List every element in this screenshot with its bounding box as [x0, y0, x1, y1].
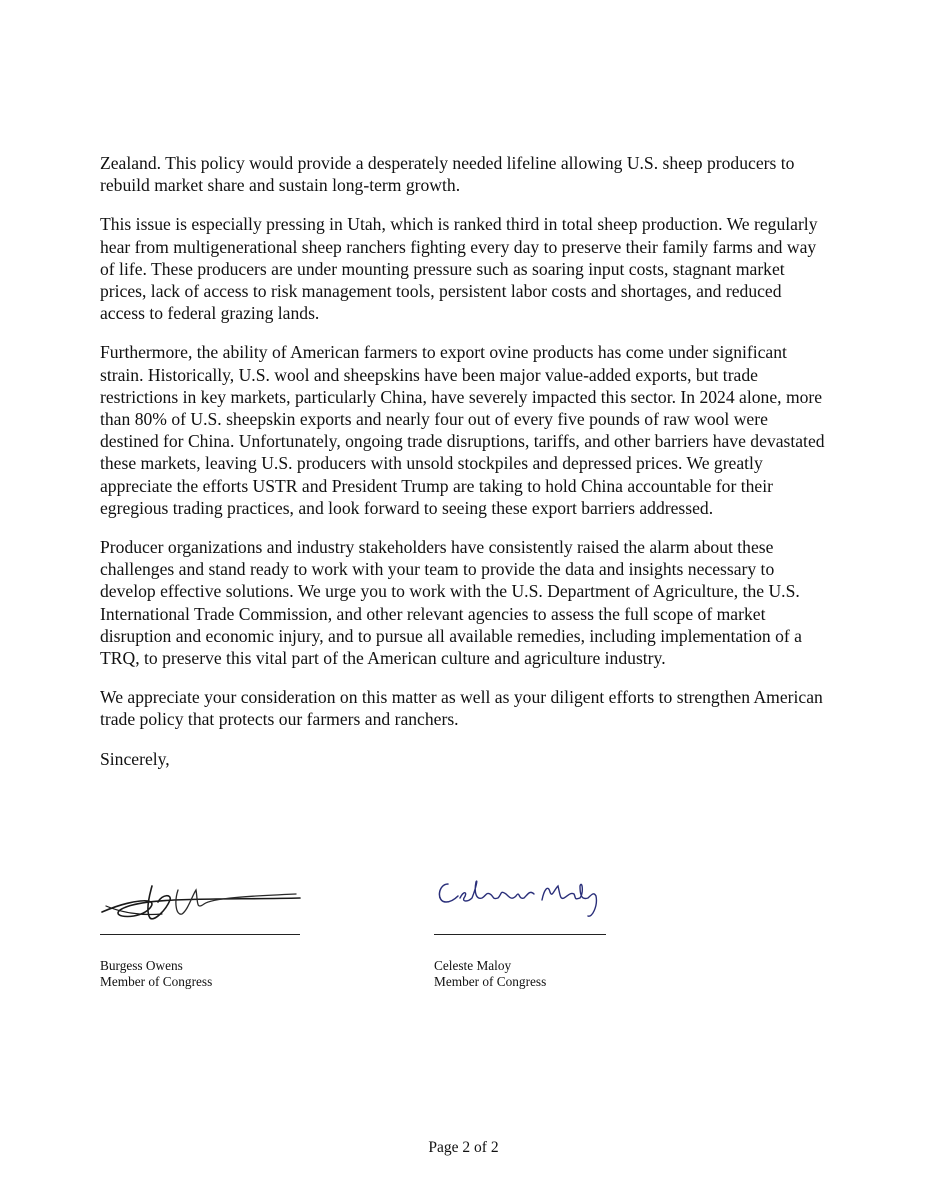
- paragraph-5: We appreciate your consideration on this matter as well as your diligent efforts to strengthen American trade policy that protects our farmers and ranchers.: [100, 687, 823, 730]
- signer-name-maloy: Celeste Maloy: [434, 958, 512, 973]
- signer-title-maloy: Member of Congress: [434, 974, 547, 989]
- handwritten-signature-owens: [100, 860, 310, 932]
- signer-title-owens: Member of Congress: [100, 974, 213, 989]
- paragraph-3: Furthermore, the ability of American farmers to export ovine products has come under significant strain. Historically, U.S. wool and sheepskins have been major value-added exports, but trade restrictions in key markets, particularly China, have severely impacted this sector. In 2024 alone, more than 80% of U.S. sheepskin exports and nearly four out of every five pounds of raw wool were destined for China. Unfortunately, ongoing trade disruptions, tariffs, and other barriers have devastated these markets, leaving U.S. producers with unsold stockpiles and depressed prices. We greatly appreciate the efforts USTR and President Trump are taking to hold China accountable for their egregious trading practices, and look forward to seeing these export barriers addressed.: [100, 342, 825, 518]
- page-number: Page 2 of 2: [428, 1139, 499, 1156]
- paragraph-4: Producer organizations and industry stakeholders have consistently raised the alarm about these challenges and stand ready to work with your team to provide the data and insights necessary to develop effective solutions. We urge you to work with the U.S. Department of Agriculture, the U.S. International Trade Commission, and other relevant agencies to assess the full scope of market disruption and economic injury, and to pursue all available remedies, including implementation of a TRQ, to preserve this vital part of the American culture and agriculture industry.: [100, 537, 802, 669]
- signer-name-owens: Burgess Owens: [100, 958, 183, 973]
- letter-body: [100, 152, 830, 770]
- closing-salutation: Sincerely,: [100, 748, 170, 769]
- paragraph-1: Zealand. This policy would provide a desperately needed lifeline allowing U.S. sheep producers to rebuild market share and sustain long-term growth.: [100, 153, 795, 196]
- paragraph-2: This issue is especially pressing in Utah, which is ranked third in total sheep production. We regularly hear from multigenerational sheep ranchers fighting every day to preserve their family farms and way of life. These producers are under mounting pressure such as soaring input costs, stagnant market prices, lack of access to risk management tools, persistent labor costs and shortages, and reduced access to federal grazing lands.: [100, 214, 818, 324]
- signature-owens: [100, 860, 300, 932]
- signature-block-maloy: [434, 860, 606, 990]
- handwritten-signature-maloy: [434, 860, 606, 932]
- signature-maloy: [434, 860, 606, 932]
- signature-line-maloy: [434, 934, 606, 935]
- signature-line-owens: [100, 934, 300, 935]
- signature-block-owens: [100, 860, 300, 990]
